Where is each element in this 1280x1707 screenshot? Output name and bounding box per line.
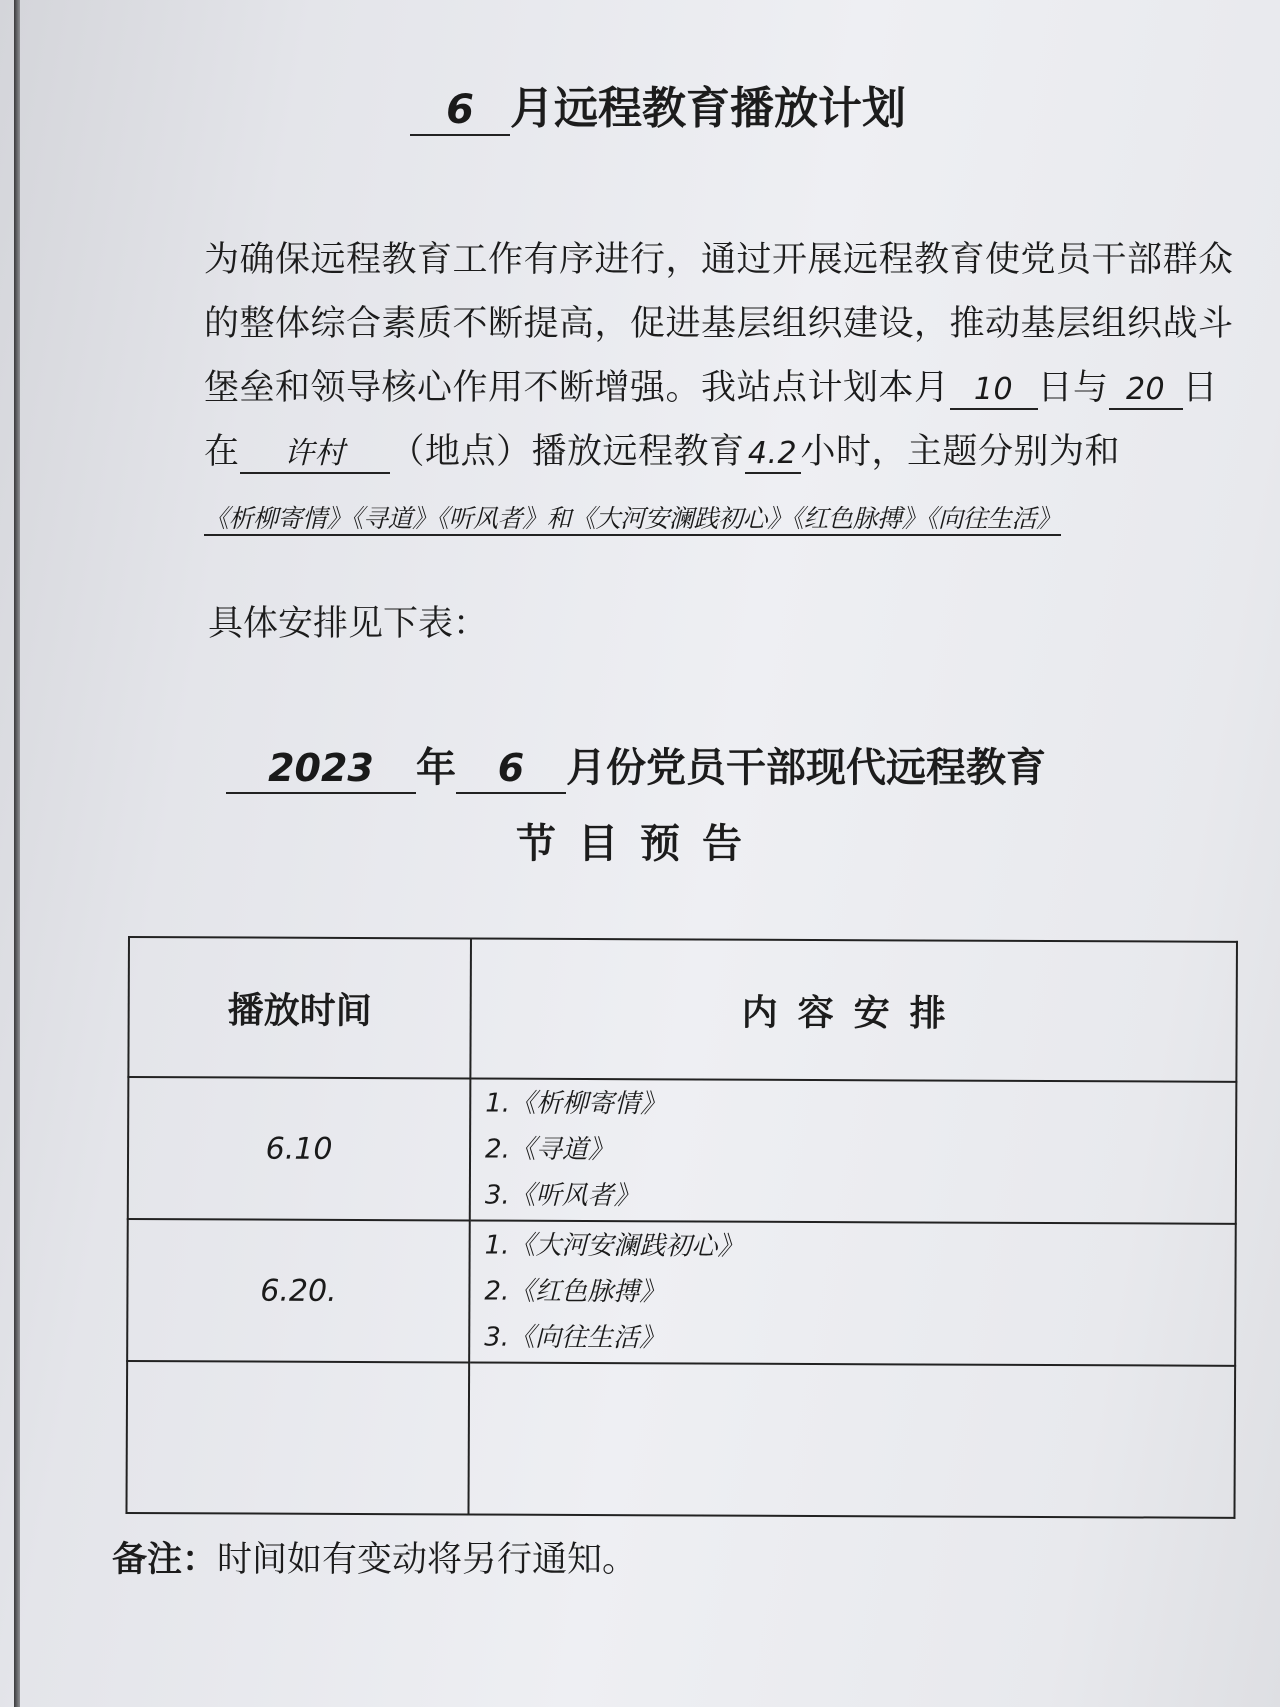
title-month-blank: 6 [410, 86, 510, 136]
empty-time-cell [126, 1361, 469, 1514]
table-row [127, 1219, 1236, 1366]
row2-item1: 1.《大河安澜践初心》 [484, 1230, 744, 1262]
schedule-table [125, 936, 1238, 1519]
year-blank: 2023 [226, 746, 416, 794]
program-subheading: 节目预告 [516, 821, 764, 867]
table-row-empty [126, 1361, 1235, 1518]
intro-part1: 为确保远程教育工作有序进行，通过开展远程教育使党员干部群众的整体综合素质不断提高，促进基层组织建设，推动基层组织战斗堡垒和领导核心作用不断增强。我站点计划本月 [204, 240, 1234, 408]
title-text: 月远程教育播放计划 [510, 83, 906, 134]
row1-time: 6.10 [128, 1077, 471, 1220]
topics-blank: 《析柳寄情》《寻道》《听风者》和《大河安澜践初心》《红色脉搏》《向往生活》 [204, 504, 1061, 536]
intro-part5: 小时，主题分别为和 [800, 432, 1121, 472]
row1-item2: 2.《寻道》 [485, 1134, 614, 1166]
remark-text: 时间如有变动将另行通知。 [217, 1540, 638, 1580]
program-heading [226, 736, 1146, 794]
row1-item3: 3.《听风者》 [484, 1180, 640, 1212]
row1-content [470, 1078, 1237, 1223]
table-row [128, 1077, 1237, 1224]
remark [112, 1532, 637, 1582]
date1-blank: 10 [950, 372, 1038, 410]
month-blank: 6 [456, 746, 566, 794]
intro-part3: 日在 [204, 368, 1219, 472]
intro-part4: （地点）播放远程教育 [389, 432, 745, 472]
document-title [410, 72, 970, 136]
row2-time: 6.20. [127, 1219, 470, 1362]
row2-content [469, 1220, 1236, 1365]
header-time: 播放时间 [128, 937, 471, 1078]
intro-paragraph [132, 228, 1240, 548]
row2-item3: 3.《向往生活》 [484, 1322, 666, 1354]
empty-content-cell [468, 1362, 1235, 1517]
date2-blank: 20 [1109, 372, 1183, 410]
hours-blank: 4.2 [745, 436, 801, 474]
year-suffix: 年 [416, 745, 456, 791]
location-blank: 许村 [240, 436, 390, 474]
header-content: 内容安排 [470, 938, 1237, 1081]
intro-part2: 日与 [1037, 368, 1109, 408]
table-header-row [128, 937, 1237, 1082]
remark-label: 备注： [112, 1540, 218, 1580]
row2-item2: 2.《红色脉搏》 [484, 1276, 666, 1308]
heading-rest: 月份党员干部现代远程教育 [566, 745, 1046, 791]
row1-item1: 1.《析柳寄情》 [485, 1088, 667, 1120]
arrange-text: 具体安排见下表： [208, 604, 489, 644]
